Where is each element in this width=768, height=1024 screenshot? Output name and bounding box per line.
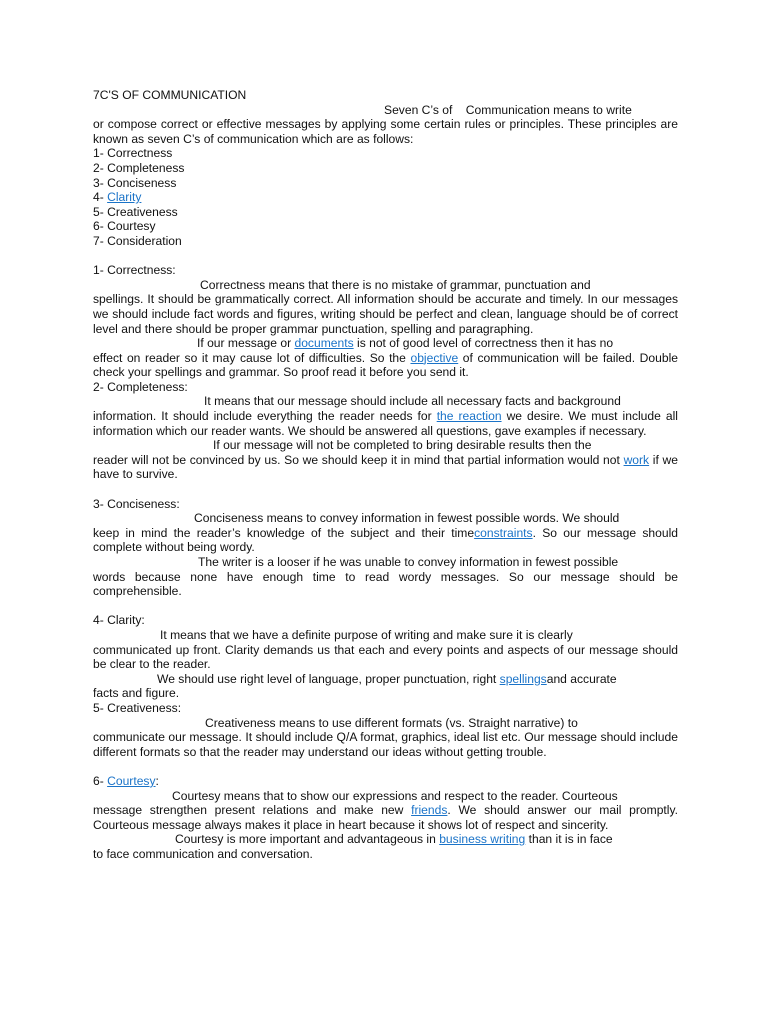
seven-cs-list [93, 146, 678, 248]
courtesy-link[interactable]: Courtesy [107, 773, 156, 788]
clarity-p1-body: communicated up front. Clarity demands us that each and every points and aspects of our message should be clear to the reader. [93, 642, 678, 672]
section-heading-clarity: 4- Clarity: [93, 613, 145, 628]
correctness-p2-body: effect on reader so it may cause lot of difficulties. So the objective of communication will be failed. Double check your spellings and grammar. So proof read it before you send it. [93, 350, 679, 380]
section-heading-conciseness: 3- Conciseness: [93, 496, 180, 511]
section-heading-completeness: 2- Completeness: [93, 379, 188, 394]
intro-lead: Seven C’s of Communication means to write [384, 102, 632, 117]
correctness-p1-body: spellings. It should be grammatically correct. All information should be accurate and timely. In our messages we should include fact words and figures, writing should be perfect and clean, language should be of correct level and there should be proper grammar punctuation, spelling and paragraphing. [93, 292, 678, 336]
completeness-p2-lead: If our message will not be completed to bring desirable results then the [213, 438, 592, 453]
work-link[interactable]: work [623, 452, 650, 467]
clarity-p2-line1: We should use right level of language, proper punctuation, right spellingsand accurate [157, 671, 617, 686]
conciseness-p1-lead: Conciseness means to convey information in fewest possible words. We should [194, 511, 620, 526]
clarity-p2-line2: facts and figure. [93, 686, 180, 701]
courtesy-p1-body: message strengthen present relations and make new friends. We should answer our mail promptly. Courteous message always makes it place in heart because it shows lot of respect and sincerity. [93, 803, 678, 832]
document-body [93, 88, 678, 861]
section-heading-correctness: 1- Correctness: [93, 263, 176, 278]
list-item: 5- Creativeness [93, 204, 178, 219]
courtesy-p1-lead: Courtesy means that to show our expressions and respect to the reader. Courteous [172, 788, 618, 803]
section-heading-creativeness: 5- Creativeness: [93, 700, 182, 715]
list-item: 3- Conciseness [93, 175, 177, 190]
completeness-p1-body: information. It should include everything the reader needs for the reaction we desire. We must include all information which our reader wants. We should be answered all questions, gave examples if necessary. [93, 409, 678, 438]
document-title: 7C'S OF COMMUNICATION [93, 88, 247, 102]
documents-link[interactable]: documents [294, 336, 354, 351]
section-heading-courtesy: 6- Courtesy: [93, 773, 159, 788]
clarity-link[interactable]: Clarity [107, 190, 142, 205]
spacer [93, 599, 678, 614]
correctness-p1-lead: Correctness means that there is no mistake of grammar, punctuation and [200, 277, 591, 292]
conciseness-p2-body: words because none have enough time to read wordy messages. So our message should be comprehensible. [93, 569, 678, 599]
creativeness-p1-lead: Creativeness means to use different formats (vs. Straight narrative) to [205, 715, 578, 730]
intro-body: or compose correct or effective messages by applying some certain rules or principles. These principles are known as seven C’s of communication which are as follows: [93, 117, 678, 146]
constraints-link[interactable]: constraints [474, 525, 533, 540]
list-item: 1- Correctness [93, 146, 173, 161]
courtesy-p2-line1: Courtesy is more important and advantageous in business writing than it is in face [175, 832, 613, 847]
spacer [93, 249, 678, 264]
completeness-p2-body: reader will not be convinced by us. So we should keep it in mind that partial information would not work if we have to survive. [93, 452, 678, 482]
conciseness-p1-body: keep in mind the reader’s knowledge of the subject and their timeconstraints. So our message should complete without being wordy. [93, 525, 678, 555]
list-item: 7- Consideration [93, 233, 182, 248]
business-writing-link[interactable]: business writing [439, 832, 526, 847]
spacer [93, 759, 678, 774]
correctness-p2-line1: If our message or documents is not of good level of correctness then it has no [197, 336, 614, 351]
spacer [93, 482, 678, 497]
objective-link[interactable]: objective [410, 350, 459, 365]
friends-link[interactable]: friends [411, 803, 448, 818]
courtesy-p2-line2: to face communication and conversation. [93, 846, 313, 861]
list-item: 4- Clarity [93, 190, 142, 205]
completeness-p1-lead: It means that our message should include all necessary facts and background [204, 394, 621, 409]
spellings-link[interactable]: spellings [499, 671, 547, 686]
clarity-p1-lead: It means that we have a definite purpose of writing and make sure it is clearly [160, 627, 573, 642]
list-item: 6- Courtesy [93, 219, 156, 234]
conciseness-p2-lead: The writer is a looser if he was unable to convey information in fewest possible [198, 555, 619, 569]
the-reaction-link[interactable]: the reaction [436, 409, 502, 424]
list-item: 2- Completeness [93, 160, 185, 175]
creativeness-p1-body: communicate our message. It should include Q/A format, graphics, ideal list etc. Our message should include different formats so that the reader may understand our ideas without getting trouble. [93, 730, 678, 759]
